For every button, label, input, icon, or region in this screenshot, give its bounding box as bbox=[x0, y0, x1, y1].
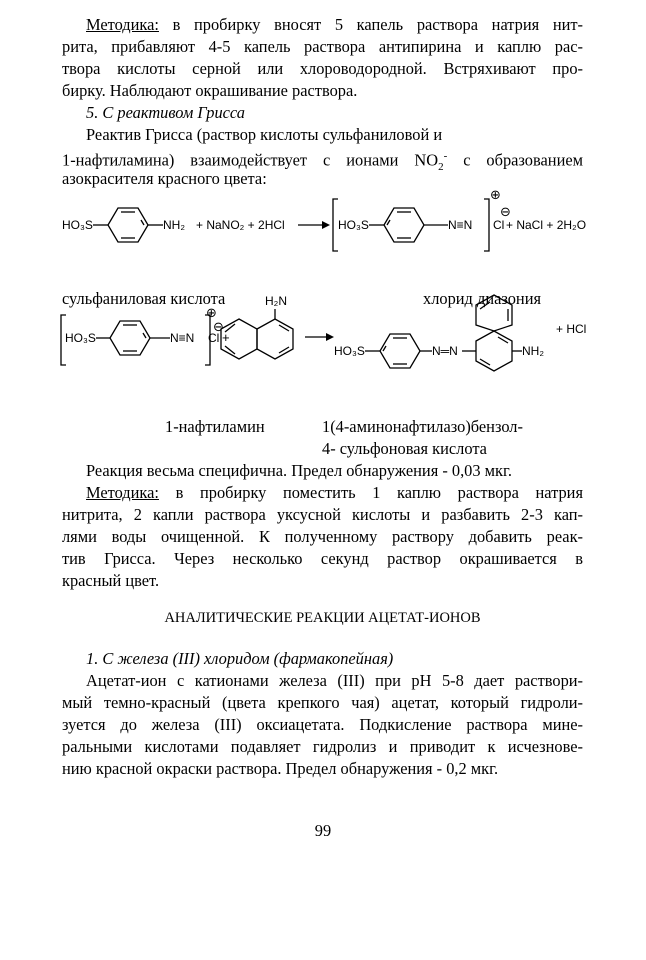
para4-line3: зуется до железа (III) оксиацетата. Подкисление раствора мине- bbox=[62, 715, 583, 734]
para4-line2: мый темно-красный (цвета крепкого чая) ацетат, который гидроли- bbox=[62, 693, 583, 712]
minus-charge: ⊖ bbox=[500, 204, 511, 219]
naphthalene-ring-a bbox=[476, 331, 512, 371]
method-label: Методика: bbox=[86, 15, 159, 34]
benzene-ring bbox=[110, 321, 150, 355]
eq2-azo: N═N bbox=[432, 344, 458, 358]
section-heading-acetate: АНАЛИТИЧЕСКИЕ РЕАКЦИИ АЦЕТАТ-ИОНОВ bbox=[164, 610, 481, 626]
eq1-bracket-group: HO₃S bbox=[338, 218, 369, 232]
para2-line2: 1-нафтиламина) взаимодействует с ионами $NO_2^-$ с образованием bbox=[62, 150, 583, 173]
eq2-hcl: + HCl bbox=[556, 322, 587, 336]
eq2-product-amine: NH₂ bbox=[522, 344, 544, 358]
section-title-iron-chloride: 1. С железа (III) хлоридом (фармакопейная) bbox=[86, 649, 394, 668]
eq2-product-group: HO₃S bbox=[334, 344, 365, 358]
eq2-plus: + bbox=[222, 330, 230, 345]
method-label: Методика: bbox=[86, 483, 159, 502]
plus-charge: ⊕ bbox=[490, 187, 501, 202]
para2-line1: Реактив Грисса (раствор кислоты сульфаниловой и bbox=[86, 125, 443, 144]
page-number: 99 bbox=[314, 821, 332, 840]
reaction-equation-2 bbox=[0, 285, 646, 395]
para4-line5: нию красной окраски раствора. Предел обнаружения - 0,2 мкг. bbox=[62, 759, 499, 778]
eq1-products: + NaCl + 2H₂O bbox=[506, 218, 587, 232]
reaction-equation-1 bbox=[0, 185, 646, 265]
naphthalene-ring-b bbox=[476, 295, 512, 331]
para2-line3: азокрасителя красного цвета: bbox=[62, 169, 267, 188]
caption-naphthylamine: 1-нафтиламин bbox=[165, 417, 265, 437]
para3-line1: Реакция весьма специфична. Предел обнаружения - 0,03 мкг. bbox=[86, 461, 512, 480]
caption-diazonium-chloride: хлорид диазония bbox=[423, 289, 542, 309]
benzene-ring bbox=[108, 208, 148, 242]
reaction-arrow bbox=[322, 221, 330, 229]
reaction-arrow bbox=[326, 333, 334, 341]
para3-line2: Методика: в пробирку поместить 1 каплю раствора натрия bbox=[86, 483, 583, 502]
section-title-griess: 5. С реактивом Грисса bbox=[86, 103, 245, 122]
caption-product-line2: 4- сульфоновая кислота bbox=[322, 439, 487, 459]
eq2-diazo: N≡N bbox=[170, 331, 195, 345]
para4-line4: ральными кислотами подавляет гидролиз и приводит к исчезнове- bbox=[62, 737, 583, 756]
para1-line4: бирку. Наблюдают окрашивание раствора. bbox=[62, 81, 358, 100]
para4-line1: Ацетат-ион с катионами железа (III) при pH 5-8 дает раствори- bbox=[86, 671, 583, 690]
para1-line1: Методика: в пробирку вносят 5 капель раствора натрия нит- bbox=[86, 15, 583, 34]
benzene-ring bbox=[384, 208, 424, 242]
minus-charge: ⊖ bbox=[213, 319, 224, 334]
caption-sulfanilic-acid: сульфаниловая кислота bbox=[62, 289, 226, 309]
caption-product-line1: 1(4-аминонафтилазо)бензол- bbox=[322, 417, 523, 437]
eq1-reagents: + NaNO₂ + 2HCl bbox=[196, 218, 285, 232]
plus-charge: ⊕ bbox=[206, 305, 217, 320]
eq1-reactant-group: HO₃S bbox=[62, 218, 93, 232]
eq1-chloride: Cl bbox=[493, 218, 505, 232]
para1-line3: твора кислоты серной или хлороводородной. Встряхивают про- bbox=[62, 59, 583, 78]
eq1-diazo: N≡N bbox=[448, 218, 473, 232]
para3-line6: красный цвет. bbox=[62, 571, 160, 590]
eq2-left-group: HO₃S bbox=[65, 331, 96, 345]
para3-line3: нитрита, 2 капли раствора уксусной кислоты и разбавить 2-3 кап- bbox=[62, 505, 583, 524]
para3-line5: тив Грисса. Через несколько секунд раствор окрашивается в bbox=[62, 549, 583, 568]
eq2-chloride: Cl bbox=[208, 331, 220, 345]
benzene-ring bbox=[380, 334, 420, 368]
para1-line2: рита, прибавляют 4-5 капель раствора антипирина и каплю рас- bbox=[62, 37, 583, 56]
para3-line4: лями воды очищенной. К полученному раствору добавить реак- bbox=[62, 527, 583, 546]
bracket-right bbox=[484, 199, 489, 251]
eq1-amine: NH₂ bbox=[163, 218, 185, 232]
naphthylamine-amine: H₂N bbox=[265, 294, 287, 308]
naphthalene-ring-a bbox=[257, 319, 293, 359]
